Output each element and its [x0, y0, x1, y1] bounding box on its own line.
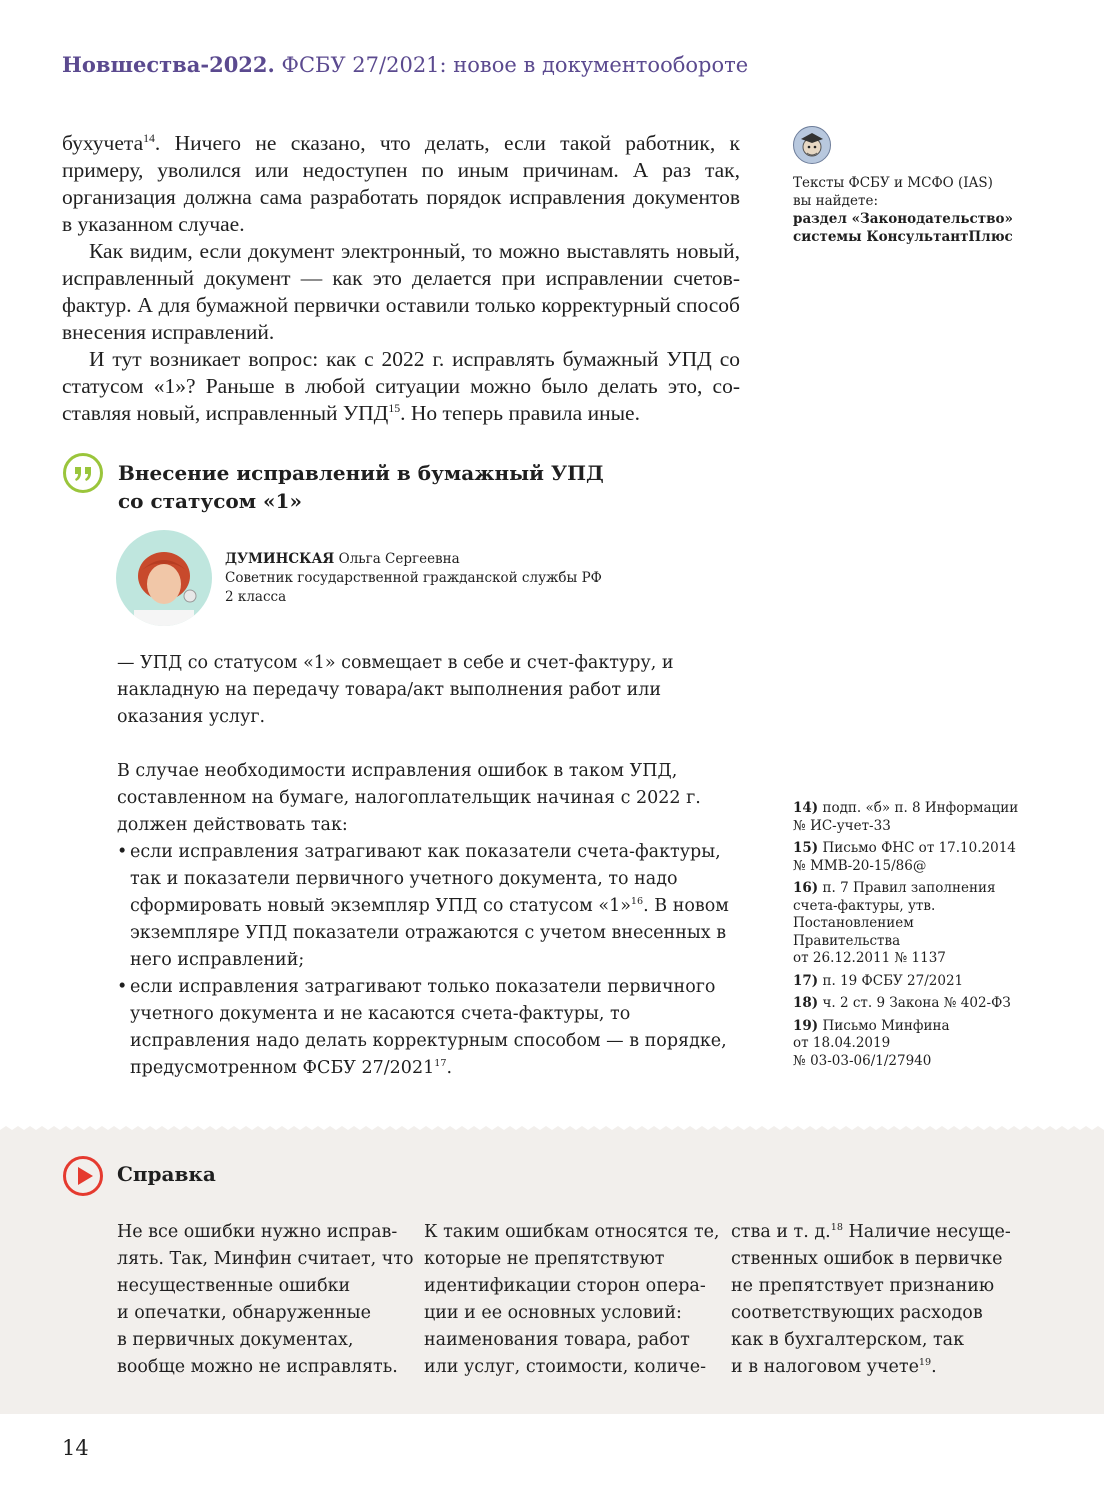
footnote-number: 15) — [793, 840, 819, 856]
footnote-ref-15: 15 — [388, 400, 401, 415]
footnote-ref-18: 18 — [830, 1222, 843, 1234]
reference-line: вообще можно не исправлять. — [117, 1357, 398, 1377]
expert-photo — [116, 530, 212, 626]
expert-quote: — УПД со статусом «1» совмещает в себе и счет-фактуру, и накладную на передачу товара/акт выполнения работ или оказания услуг. — [117, 653, 674, 727]
reference-column-3 — [731, 1219, 1011, 1381]
footnote-text: ч. 2 ст. 9 Закона № 402-ФЗ — [822, 995, 1011, 1011]
footnote-item — [793, 800, 1023, 835]
reference-text: и в налоговом учете — [731, 1357, 919, 1377]
reference-column-2 — [424, 1219, 720, 1381]
sidebar-note — [793, 126, 1023, 246]
footnote-text: подп. «б» п. 8 Информации — [822, 800, 1019, 816]
footnote-number: 14) — [793, 800, 819, 816]
bullet-item-2 — [117, 974, 729, 1082]
expert-surname: ДУМИНСКАЯ — [225, 551, 335, 567]
footnote-number: 17) — [793, 972, 819, 989]
footnotes-list — [793, 800, 1023, 1075]
footnote-ref-16: 16 — [630, 896, 644, 908]
footnote-text: № 03-03-06/1/27940 — [793, 1052, 932, 1069]
expert-commentary — [117, 650, 729, 1082]
quote-icon — [62, 452, 104, 494]
main-p1-start: бухучета — [62, 131, 144, 155]
footnote-item — [793, 1018, 1023, 1071]
expert-role-line-1: Советник государственной гражданской службы РФ — [225, 570, 602, 586]
header-section-bold: Новшества-2022. — [62, 52, 275, 77]
reference-title: Справка — [117, 1162, 216, 1186]
bullet-1-start: если исправления затрагивают как показатели счета-фактуры, так и показатели первичного учетного документа, то надо сформировать новый экземпляр УПД со статусом «1» — [130, 842, 721, 916]
footnote-number: 16) — [793, 880, 819, 896]
footnote-item — [793, 840, 1023, 875]
main-p1-end: . Ничего не сказано, что делать, если такой работник, к примеру, уволился или недоступен по иным причинам. А раз так, организация должна сама разработать порядок исправления документов в указанном случае. — [62, 131, 740, 236]
section-title-line-1: Внесение исправлений в бумажный УПД — [118, 461, 604, 485]
sidebar-line-1: Тексты ФСБУ и МСФО (IAS) — [793, 175, 993, 191]
bullet-1-end: . В новом экземпляре УПД показатели отражаются с учетом внесенных в него исправлений; — [130, 896, 729, 970]
reference-text: Наличие несуще- — [842, 1222, 1011, 1242]
reference-line: лять. Так, Минфин считает, что — [117, 1249, 414, 1269]
footnote-text: № ММВ-20-15/86@ — [793, 857, 927, 874]
reference-line: идентификации сторон опера- — [424, 1276, 706, 1296]
main-paragraph-1 — [62, 130, 740, 238]
reference-line: как в бухгалтерском, так — [731, 1330, 965, 1350]
main-paragraph-2: Как видим, если документ электронный, то можно выставлять новый, исправленный документ — как это делается при исправлении счетов-фактур. А для бумажной первички оставили только корректурный способ внесения исправлений. — [62, 239, 740, 344]
reference-line: или услуг, стоимости, количе- — [424, 1357, 707, 1377]
running-header — [62, 52, 748, 77]
reference-text: ства и т. д. — [731, 1222, 831, 1242]
footnote-text: от 26.12.2011 № 1137 — [793, 950, 946, 966]
footnote-text: № ИС-учет-33 — [793, 817, 891, 834]
reference-line — [731, 1354, 1011, 1381]
bullet-item-1 — [117, 839, 729, 974]
footnote-ref-14: 14 — [143, 130, 155, 145]
expert-info — [225, 550, 602, 607]
reference-line: наименования товара, работ — [424, 1330, 690, 1350]
reference-text: . — [931, 1357, 937, 1377]
reference-line: соответствующих расходов — [731, 1303, 983, 1323]
footnote-text: Письмо ФНС от 17.10.2014 — [822, 840, 1016, 856]
footnote-text: Постановлением Правительства — [793, 915, 914, 949]
footnote-number: 19) — [793, 1017, 819, 1034]
reference-line: в первичных документах, — [117, 1330, 354, 1350]
footnote-ref-17: 17 — [434, 1058, 447, 1070]
section-title-line-2: со статусом «1» — [118, 489, 302, 513]
footnote-text: счета-фактуры, утв. — [793, 897, 936, 914]
expert-role-line-2: 2 класса — [225, 589, 287, 605]
sidebar-bold-2: системы КонсультантПлюс — [793, 229, 1013, 245]
reference-line: несущественные ошибки — [117, 1276, 351, 1296]
footnote-text: Письмо Минфина — [822, 1017, 950, 1034]
bullet-2-start: если исправления затрагивают только показатели первичного учетного документа и не касаются счета-фактуры, то исправления надо делать корректурным способом — в порядке, предусмотренном ФСБУ 27/2021 — [130, 977, 727, 1078]
section-title — [118, 459, 618, 515]
footnote-number: 18) — [793, 995, 819, 1011]
play-icon — [62, 1155, 104, 1197]
reference-line: не препятствует признанию — [731, 1276, 995, 1296]
main-paragraph-3 — [62, 346, 740, 427]
footnote-ref-19: 19 — [918, 1357, 932, 1369]
sidebar-bold-1: раздел «Законодательство» — [793, 211, 1013, 227]
reference-line: Не все ошибки нужно исправ- — [117, 1222, 398, 1242]
main-p3-end: . Но теперь правила иные. — [400, 401, 640, 425]
sidebar-line-2: вы найдете: — [793, 193, 878, 209]
bullet-2-end: . — [446, 1058, 453, 1078]
expert-intro: В случае необходимости исправления ошибок в таком УПД, составленном на бумаге, налогоплательщик начиная с 2022 г. должен действовать так: — [117, 761, 701, 835]
expert-name — [225, 550, 602, 569]
reference-line: К таким ошибкам относятся те, — [424, 1222, 720, 1242]
main-body-text — [62, 130, 740, 427]
footnote-item — [793, 973, 1023, 991]
reference-line: ции и ее основных условий: — [424, 1303, 682, 1323]
main-p3-start: И тут возникает вопрос: как с 2022 г. исправлять бумажный УПД со статусом «1»? Раньше в любой ситуации можно было делать это, составляя новый, исправленный УПД — [62, 347, 740, 425]
consultant-avatar-icon — [793, 126, 831, 164]
reference-line: и опечатки, обнаруженные — [117, 1303, 371, 1323]
footnote-text: от 18.04.2019 — [793, 1035, 891, 1051]
footnote-text: п. 19 ФСБУ 27/2021 — [822, 972, 964, 989]
reference-line: которые не препятствуют — [424, 1249, 665, 1269]
footnote-text: п. 7 Правил заполнения — [822, 880, 996, 896]
reference-line: ственных ошибок в первичке — [731, 1249, 1003, 1269]
reference-column-1 — [117, 1219, 414, 1381]
band-zigzag-edge — [0, 1126, 1104, 1134]
page-number: 14 — [62, 1436, 89, 1460]
reference-line — [731, 1219, 1011, 1246]
header-section-rest: ФСБУ 27/2021: новое в документообороте — [274, 53, 749, 77]
footnote-item — [793, 995, 1023, 1013]
expert-given-name: Ольга Сергеевна — [334, 551, 460, 567]
footnote-item — [793, 880, 1023, 968]
